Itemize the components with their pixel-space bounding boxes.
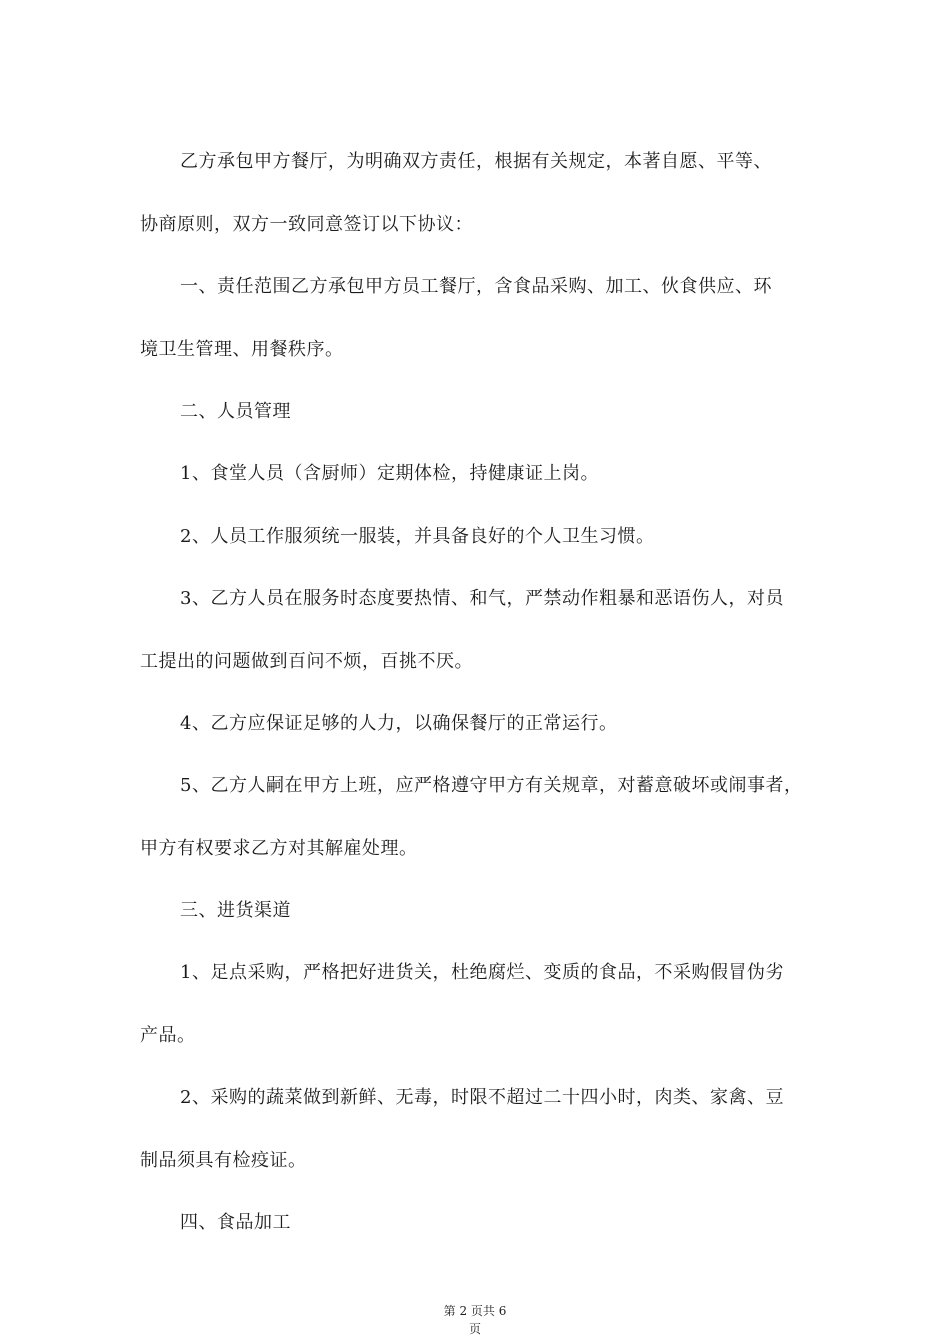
section-heading: 二、人员管理 [180, 401, 291, 422]
paragraph-line: 3、乙方人员在服务时态度要热情、和气，严禁动作粗暴和恶语伤人，对员 [180, 588, 784, 609]
paragraph-line: 5、乙方人嗣在甲方上班，应严格遵守甲方有关规章，对蓄意破坏或闹事者， [180, 775, 803, 796]
paragraph-line: 乙方承包甲方餐厅，为明确双方责任，根据有关规定，本著自愿、平等、 [180, 151, 772, 172]
paragraph-line: 产品。 [140, 1025, 196, 1046]
paragraph-line: 1、足点采购，严格把好进货关，杜绝腐烂、变质的食品，不采购假冒伪劣 [180, 962, 784, 983]
section-heading: 四、食品加工 [180, 1212, 291, 1233]
paragraph-line: 制品须具有检疫证。 [140, 1150, 307, 1171]
paragraph-line: 甲方有权要求乙方对其解雇处理。 [140, 838, 418, 859]
paragraph-line: 2、人员工作服须统一服装，并具备良好的个人卫生习惯。 [180, 526, 655, 547]
paragraph-line: 一、责任范围乙方承包甲方员工餐厅，含食品采购、加工、伙食供应、环 [180, 276, 772, 297]
paragraph-line: 2、采购的蔬菜做到新鲜、无毒，时限不超过二十四小时，肉类、家禽、豆 [180, 1087, 784, 1108]
paragraph-line: 协商原则，双方一致同意签订以下协议： [140, 214, 473, 235]
paragraph-line: 1、食堂人员（含厨师）定期体检，持健康证上岗。 [180, 463, 599, 484]
paragraph-line: 4、乙方应保证足够的人力，以确保餐厅的正常运行。 [180, 713, 618, 734]
paragraph-line: 境卫生管理、用餐秩序。 [140, 339, 344, 360]
page-number-line1: 第 2 页共 6 [443, 1304, 507, 1318]
paragraph-line: 工提出的问题做到百问不烦，百挑不厌。 [140, 651, 473, 672]
section-heading: 三、进货渠道 [180, 900, 291, 921]
page-number-line2: 页 [468, 1322, 481, 1336]
